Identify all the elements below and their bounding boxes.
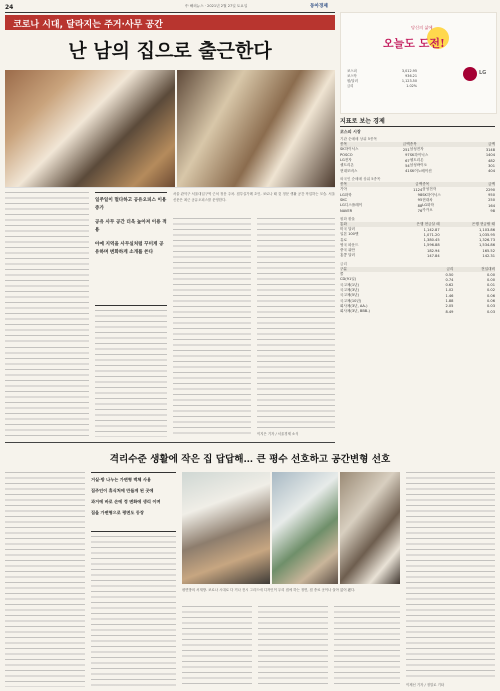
table-3 — [340, 267, 495, 315]
top-body-col-3 — [173, 218, 251, 437]
banner-bar — [5, 15, 335, 30]
pull-quote-line-1: 일주일이 멀다하고 공유오피스 이용 증가 — [95, 198, 167, 211]
top-body-col-1b — [5, 347, 89, 437]
market-panel — [340, 116, 495, 438]
bottom-body-col-6 — [406, 472, 495, 680]
header-rule — [5, 12, 335, 13]
bottom-body-col-2 — [91, 536, 176, 687]
bottom-pull-line-1: 거실·방 나누는 가변형 벽체 사용 — [91, 477, 152, 482]
photo-kitchen — [340, 472, 400, 584]
table-row: LG디스플레이 88 LG화학 164 — [340, 203, 495, 208]
table-1-header: 종목 금액 종목 금액 — [340, 181, 495, 186]
section-label: 동아경제 — [310, 4, 328, 9]
bottom-body-col-4 — [258, 606, 328, 687]
table-2-title: 원화 환율 — [340, 216, 356, 221]
top-body-col-2 — [95, 310, 167, 437]
bottom-pull-line-2: 집주인이 휴식처에 만들게 된 곳에 — [91, 488, 154, 493]
page-number: 24 — [5, 4, 14, 11]
bottom-byline: 이제선 기자 / 정말로 기타 — [406, 683, 445, 687]
bottom-photo-caption: 평면방의 서재방. 코로나 시대로 다 거나 전시 그리드에 디자인이 우리 집에 하는 정면, 집 종료 곳이나 살아 없어 됐다. — [182, 588, 356, 592]
ad-stat-1: 코스닥 936.21 — [347, 74, 417, 78]
lg-ad — [340, 12, 497, 114]
bottom-body-col-1 — [5, 472, 85, 687]
table-row: 영국 파운드 1,596.88 1,534.86 — [340, 242, 495, 248]
top-headline-box — [5, 36, 335, 64]
photo-living-room — [5, 70, 175, 187]
bottom-pull-line-3: 과거에 바로 손에 정 변화에 생리 이며 — [91, 499, 161, 504]
table-2-header: 통화 은행 현금살 때 은행 현금팔 때 — [340, 221, 495, 226]
photo-library-office — [177, 70, 335, 187]
table-row: NAVER 76 카카오 98 — [340, 208, 495, 213]
top-body-col-1 — [5, 192, 89, 342]
table-0 — [340, 142, 495, 174]
table-row: LG전자 67 셀트리온 482 — [340, 158, 495, 163]
table-row: 회사채(3년, BBB-) 8.49 0.03 — [340, 309, 495, 314]
ad-tag: 당신의 삶에 — [411, 25, 433, 30]
ad-stats — [347, 69, 417, 107]
table-row: SKC 95 현대차 250 — [340, 197, 495, 203]
bottom-pull-line-4: 집을 가변형으로 평면도 등장 — [91, 510, 144, 515]
table-row: 기아 1124 삼성전자 2290 — [340, 187, 495, 192]
table-row: 미국 달러 1,142.87 1,103.86 — [340, 227, 495, 232]
table-row: 셀트리온 54 삼성바이오 301 — [340, 163, 495, 168]
table-1 — [340, 182, 495, 214]
table-row: CD(91일) 0.74 0.00 — [340, 277, 495, 282]
date-line: 中 해외뉴스 · 2021년 2월 27일 토요일 — [185, 4, 248, 8]
ad-stat-3: 금리 1.02% — [347, 84, 417, 88]
market-subtitle: 코스피 시장 — [340, 129, 361, 134]
table-3-header: 구분 금리 전일대비 — [340, 266, 495, 271]
photo-garden-window — [272, 472, 338, 584]
top-body-col-4 — [257, 218, 335, 430]
bottom-headline: 격리수준 생활에 작은 집 답답해… 큰 평수 선호하고 공간변형 선호 — [109, 454, 391, 465]
table-2 — [340, 222, 495, 259]
bottom-headline-box — [5, 447, 495, 465]
table-row: LG화학 98 SK하이닉스 950 — [340, 192, 495, 198]
top-byline: 이지은 기자 / 서울경제 소식 — [257, 432, 299, 436]
top-headline: 난 남의 집으로 출근한다 — [68, 40, 272, 62]
table-0-title: 기관 순매매 상위 5종목 — [340, 137, 377, 141]
table-row: 현대모비스 41 SK이노베이션 404 — [340, 168, 495, 174]
table-row: SK하이닉스 251 삼성전자 3148 — [340, 147, 495, 152]
top-pull-quote — [95, 192, 167, 306]
ad-stat-0: 코스피 3,012.95 — [347, 69, 417, 73]
ad-slogan: 오늘도 도전! — [383, 37, 445, 50]
table-row: 홍콩 달러 147.84 142.31 — [340, 253, 495, 258]
bottom-body-col-3 — [182, 606, 252, 687]
table-row: 국고채(10년) 1.88 0.06 — [340, 298, 495, 304]
ad-brand: LG — [479, 70, 487, 76]
bottom-pull-quote — [91, 472, 176, 532]
table-row: 콜 0.50 0.00 — [340, 272, 495, 277]
banner-text: 코로나 시대, 달라지는 주거·사무 공간 — [13, 20, 163, 30]
lg-logo-icon — [463, 67, 477, 81]
section-divider — [5, 442, 335, 443]
table-1-title: 외국인 순매매 상위 5종목 — [340, 176, 381, 181]
pull-quote-line-2: 공유 사무 공간 더욱 높아져 이용 적용 — [95, 220, 167, 233]
table-row: 일본 100엔 1,071.20 1,035.95 — [340, 232, 495, 237]
ad-stat-2: 원/달러 1,123.50 — [347, 79, 417, 83]
table-row: 국고채(1년) 0.62 0.01 — [340, 282, 495, 288]
table-row: 국고채(3년) 1.02 0.02 — [340, 287, 495, 293]
table-3-title: 금리 — [340, 261, 347, 266]
market-title: 지표로 보는 경제 — [340, 116, 495, 127]
table-row: POSCO 97 SK하이닉스 1404 — [340, 152, 495, 158]
table-0-header: 종목 금액 종목 금액 — [340, 142, 495, 147]
pull-quote-line-3: 아예 지역을 사무실처럼 꾸미게 공유하며 변화하게 소개를 쓴다 — [95, 242, 164, 255]
table-row: 회사채(3년, AA-) 2.05 0.03 — [340, 303, 495, 309]
top-photo-caption: 서울 관악구 서울대입구역 근처 정문 주차. 집투실가례 초인. 코로나 때 것 정문 생활 공간 작업하는 모습. 서울신문은 최근 공유오피스를 운영한다. — [173, 192, 335, 202]
table-row: 국고채(5년) 1.46 0.06 — [340, 293, 495, 298]
photo-study-room — [182, 472, 270, 584]
table-row: 중국 위안 182.94 165.52 — [340, 248, 495, 253]
table-row: 유로 1,380.45 1,326.73 — [340, 237, 495, 243]
bottom-body-col-5 — [334, 606, 400, 687]
